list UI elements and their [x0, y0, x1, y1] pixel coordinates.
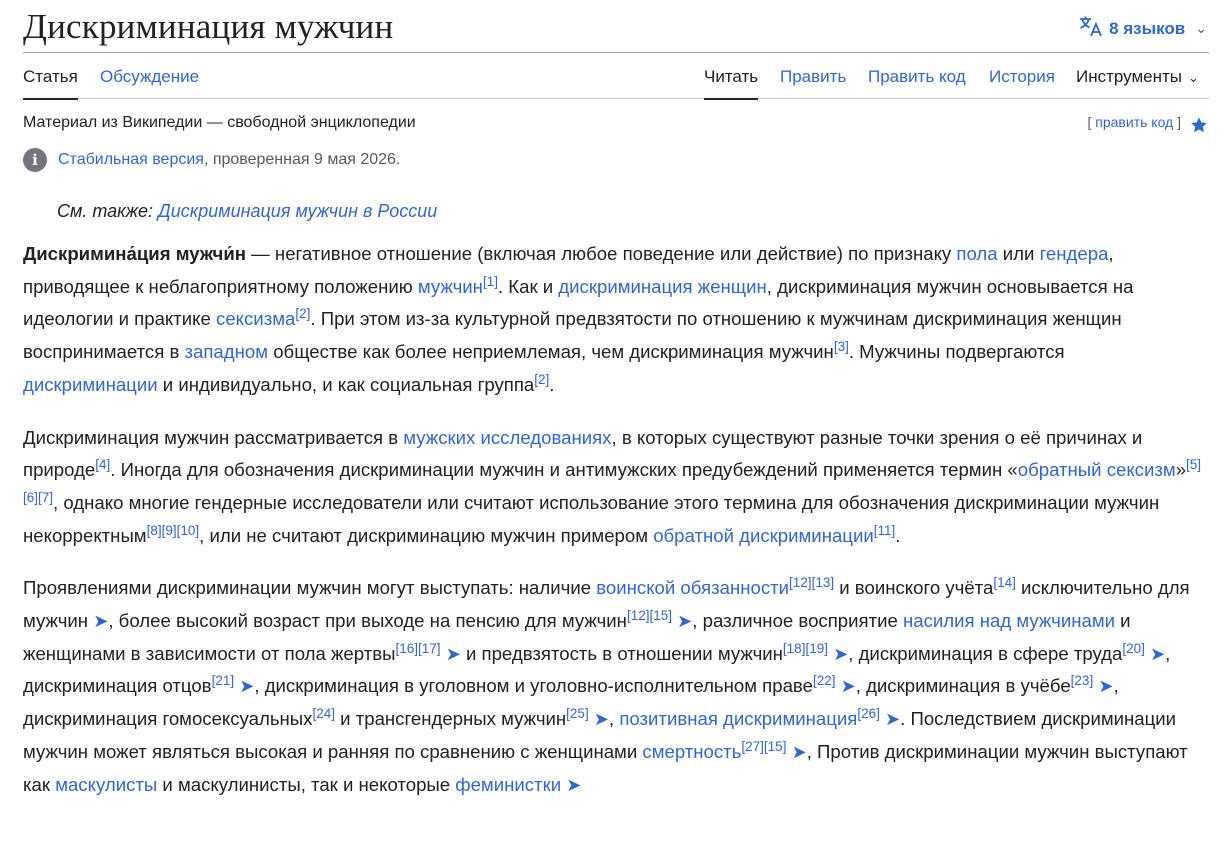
tab-article[interactable]: Статья [23, 67, 78, 86]
text: . Как и [497, 275, 559, 297]
paragraph-1 [23, 238, 1203, 402]
text: . Мужчины подвергаются [848, 341, 1065, 363]
ref-link[interactable]: [10] [176, 522, 200, 538]
chevron-down-icon: ⌄ [1188, 70, 1199, 85]
tab-tools[interactable] [1076, 66, 1199, 89]
ref-link[interactable]: [11] [873, 522, 896, 538]
text: . При этом из-за культурной предвзятости по отношению к мужчинам дискриминация женщин воспринимается в [23, 308, 1122, 363]
text: и предвзятость в отношении мужчин [460, 642, 783, 664]
edit-code-section-link [1088, 114, 1182, 130]
link-pol[interactable]: пола [956, 243, 998, 264]
link-positive-discrimination[interactable]: позитивная дискриминация [619, 708, 858, 730]
ref-link[interactable]: [25] [566, 705, 589, 721]
tagline: Материал из Википедии — свободной энциклопедии [23, 114, 416, 131]
ref-link[interactable]: [2] [295, 306, 311, 322]
ref-link[interactable]: [2] [534, 371, 550, 387]
article-content [23, 238, 1203, 821]
link-violence-against-men[interactable]: насилия над мужчинами [903, 610, 1115, 632]
info-icon: i [23, 148, 47, 172]
ref-link[interactable]: [17] [418, 640, 441, 656]
arrow-right-icon[interactable]: ➤ [791, 741, 807, 762]
tabs-row [23, 52, 1209, 99]
ref-link[interactable]: [16] [395, 640, 418, 656]
link-feminists[interactable]: феминистки [455, 773, 562, 795]
text: и воинского учёта [834, 577, 994, 599]
link-military-duty[interactable]: воинской обязанности [596, 577, 790, 599]
text: Дискриминация мужчин рассматривается в [23, 426, 404, 448]
bracket-close: ] [1177, 114, 1181, 130]
ref-link[interactable]: [4] [95, 457, 111, 473]
link-gender[interactable]: гендера [1039, 243, 1109, 264]
ref-link[interactable]: [15] [649, 607, 672, 623]
stable-version-text: , проверенная 9 мая 2026. [203, 151, 401, 168]
link-reverse-sexism[interactable]: обратный сексизм [1017, 459, 1176, 481]
ref-link[interactable]: [26] [857, 705, 880, 721]
text: обществе как более неприемлемая, чем дискриминация мужчин [268, 341, 834, 363]
arrow-right-icon[interactable]: ➤ [445, 643, 461, 664]
text: и женщинами в зависимости от пола жертвы [23, 610, 1131, 664]
text: и трансгендерных мужчин [335, 708, 567, 730]
arrow-right-icon[interactable]: ➤ [1098, 676, 1114, 697]
article-subject: Дискримина́ция мужчи́н [23, 243, 246, 264]
text: и индивидуально, и как социальная группа [157, 373, 535, 395]
ref-link[interactable]: [9] [161, 522, 177, 538]
text: , дискриминация мужчин основывается на идеологии и практике [23, 275, 1134, 330]
ref-link[interactable]: [1] [482, 273, 498, 289]
title-row [23, 4, 1209, 53]
link-discrimination[interactable]: дискриминации [23, 373, 158, 395]
ref-link[interactable]: [27] [741, 738, 764, 754]
ref-link[interactable]: [18] [782, 640, 806, 656]
edit-code-link[interactable]: править код [1095, 114, 1174, 130]
text: , дискриминация гомосексуальных [23, 675, 1119, 730]
paragraph-2 [23, 422, 1203, 553]
ref-link[interactable]: [8] [146, 522, 162, 538]
tab-history[interactable]: История [989, 67, 1055, 86]
text: , однако многие гендерные исследователи или считают использование этого термина для обозначения дискриминации мужчин некорректным [23, 491, 1160, 546]
ref-link[interactable]: [19] [805, 640, 828, 656]
text: или [997, 243, 1040, 264]
arrow-right-icon[interactable]: ➤ [566, 774, 582, 795]
text: , приводящее к неблагоприятному положению [23, 243, 1114, 297]
star-icon[interactable] [1190, 116, 1208, 134]
ref-link[interactable]: [14] [993, 575, 1016, 591]
arrow-right-icon[interactable]: ➤ [93, 611, 109, 632]
page-title: Дискриминация мужчин [23, 7, 394, 46]
tab-edit[interactable]: Править [780, 67, 847, 86]
ref-link[interactable]: [15] [763, 738, 787, 754]
ref-link[interactable]: [12] [626, 607, 650, 623]
ref-link[interactable]: [23] [1070, 673, 1094, 689]
text: , дискриминация в сфере труда [848, 642, 1123, 664]
ref-link[interactable]: [20] [1122, 640, 1145, 656]
arrow-right-icon[interactable]: ➤ [1150, 643, 1166, 664]
stable-version-link[interactable]: Стабильная версия [58, 151, 204, 168]
text: , в которых существуют разные точки зрения о её причинах и природе [23, 426, 1143, 481]
bracket-open: [ [1087, 114, 1092, 130]
ref-link[interactable]: [6] [23, 489, 39, 505]
link-western[interactable]: западном [184, 341, 269, 363]
text: . Последствием дискриминации мужчин может являться высокая и ранняя по сравнению с женщинами [23, 708, 1177, 762]
ref-link[interactable]: [24] [312, 705, 335, 721]
paragraph-3 [23, 572, 1203, 801]
arrow-right-icon[interactable]: ➤ [885, 709, 901, 730]
link-mens-studies[interactable]: мужских исследованиях [403, 426, 612, 448]
tools-label: Инструменты [1076, 67, 1183, 86]
text: , более высокий возраст при выходе на пенсию для мужчин [108, 610, 627, 632]
link-men[interactable]: мужчин [417, 275, 483, 297]
text: исключительно для мужчин [23, 577, 1190, 632]
text: , дискриминация отцов [23, 642, 1171, 697]
text: . [549, 373, 555, 395]
arrow-right-icon[interactable]: ➤ [840, 676, 856, 697]
ref-link[interactable]: [21] [211, 673, 235, 689]
ref-link[interactable]: [3] [833, 338, 849, 354]
ref-link[interactable]: [7] [38, 489, 54, 505]
text: . [895, 524, 901, 546]
ref-link[interactable]: [12] [789, 575, 812, 591]
text: , различное восприятие [692, 610, 904, 632]
text: и маскулинисты, так и некоторые [157, 773, 456, 795]
languages-label: 8 языков [1109, 18, 1186, 38]
see-also-hatnote [57, 201, 437, 222]
link-mortality[interactable]: смертность [642, 740, 742, 762]
translate-icon [1079, 15, 1103, 42]
stable-version-row [23, 148, 400, 172]
link-discrimination-women[interactable]: дискриминация женщин [558, 275, 767, 297]
ref-link[interactable]: [5] [1186, 457, 1202, 473]
text: . Иногда для обозначения дискриминации мужчин и антимужских предубеждений применяется термин « [110, 459, 1018, 481]
ref-link[interactable]: [13] [811, 575, 835, 591]
arrow-right-icon[interactable]: ➤ [833, 643, 849, 664]
text: — негативное отношение (включая любое поведение или действие) по признаку [246, 243, 957, 264]
text: , [608, 708, 620, 730]
tab-discussion[interactable]: Обсуждение [100, 67, 200, 86]
link-sexism[interactable]: сексизма [216, 308, 296, 330]
arrow-right-icon[interactable]: ➤ [239, 676, 255, 697]
chevron-down-icon: ⌄ [1195, 20, 1207, 36]
text: , дискриминация в учёбе [855, 675, 1071, 697]
text: , или не считают дискриминацию мужчин примером [199, 524, 654, 546]
ref-link[interactable]: [22] [812, 673, 836, 689]
see-also-link[interactable]: Дискриминация мужчин в России [158, 201, 438, 221]
arrow-right-icon[interactable]: ➤ [593, 709, 609, 730]
text: , Против дискриминации мужчин выступают как [23, 740, 1188, 795]
link-reverse-discrimination[interactable]: обратной дискриминации [653, 524, 874, 546]
text: » [1175, 459, 1187, 481]
languages-button[interactable] [1079, 15, 1207, 42]
text: , дискриминация в уголовном и уголовно-исполнительном праве [254, 675, 813, 697]
see-also-prefix: См. также: [57, 201, 159, 221]
tab-edit-code[interactable]: Править код [868, 67, 966, 86]
arrow-right-icon[interactable]: ➤ [677, 611, 693, 632]
text: Проявлениями дискриминации мужчин могут выступать: наличие [23, 577, 597, 599]
link-masculists[interactable]: маскулисты [55, 773, 158, 795]
tab-read[interactable]: Читать [704, 67, 759, 86]
